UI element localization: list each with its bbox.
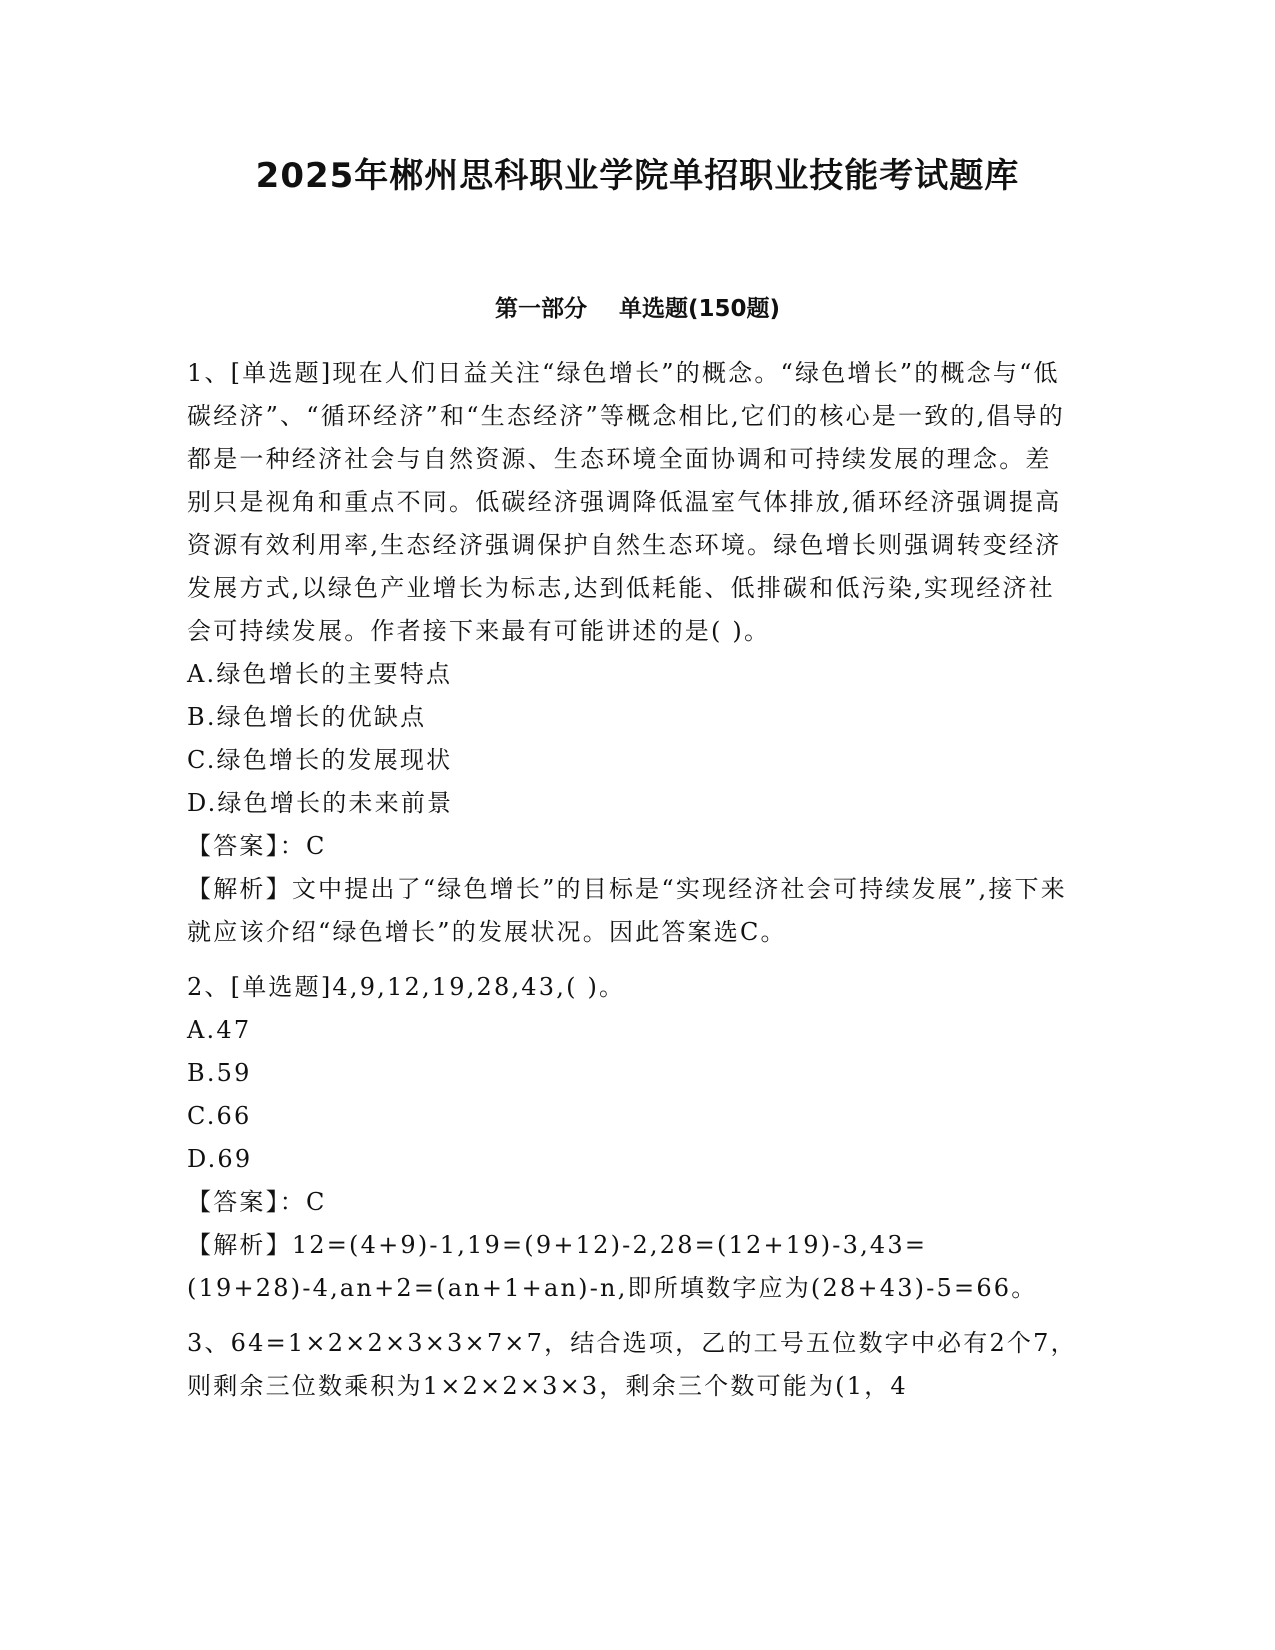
question-3 [187, 1322, 1077, 1408]
explanation-line [187, 868, 1077, 954]
answer-label: 【答案】： [187, 832, 306, 860]
explanation-line [187, 1224, 1077, 1310]
question-type-tag: [单选题] [230, 359, 333, 387]
section-name: 单选题(150题) [618, 296, 781, 322]
question-stem [187, 1322, 1077, 1408]
explanation-text: 文中提出了“绿色增长”的目标是“实现经济社会可持续发展”,接下来就应该介绍“绿色增长”的发展状况。因此答案选C。 [187, 875, 1067, 946]
explanation-label: 【解析】 [187, 875, 292, 903]
option-d: D.绿色增长的未来前景 [187, 789, 454, 817]
question-list [187, 352, 1077, 1420]
option-b: B.59 [187, 1059, 252, 1087]
option-d: D.69 [187, 1145, 253, 1173]
question-text: 64=1×2×2×3×3×7×7，结合选项，乙的工号五位数字中必有2个7，则剩余三位数乘积为1×2×2×3×3，剩余三个数可能为(1，4 [187, 1329, 1077, 1400]
question-2 [187, 966, 1077, 1310]
question-1 [187, 352, 1077, 954]
option-c: C.绿色增长的发展现状 [187, 746, 453, 774]
question-text: 现在人们日益关注“绿色增长”的概念。“绿色增长”的概念与“低碳经济”、“循环经济”和“生态经济”等概念相比,它们的核心是一致的,倡导的都是一种经济社会与自然资源、生态环境全面协调和可持续发展的理念。差别只是视角和重点不同。低碳经济强调降低温室气体排放,循环经济强调提高资源有效利用率,生态经济强调保护自然生态环境。绿色增长则强调转变经济发展方式,以绿色产业增长为标志,达到低耗能、低排碳和低污染,实现经济社会可持续发展。作者接下来最有可能讲述的是( )。 [187, 359, 1066, 645]
answer-line [187, 825, 1077, 868]
question-stem [187, 352, 1077, 653]
answer-label: 【答案】： [187, 1188, 306, 1216]
answer-value: C [306, 1188, 327, 1216]
section-part: 第一部分 [494, 296, 587, 322]
option-b: B.绿色增长的优缺点 [187, 703, 427, 731]
explanation-label: 【解析】 [187, 1231, 292, 1259]
option-c: C.66 [187, 1102, 252, 1130]
document-title: 2025年郴州思科职业学院单招职业技能考试题库 [255, 156, 1020, 196]
question-number: 1、 [187, 359, 231, 387]
option-a: A.绿色增长的主要特点 [187, 660, 453, 688]
option-a: A.47 [187, 1016, 252, 1044]
question-type-tag: [单选题] [230, 973, 333, 1001]
section-heading [0, 290, 1275, 323]
question-number: 3、 [187, 1329, 231, 1357]
explanation-text: 12=(4+9)-1,19=(9+12)-2,28=(12+19)-3,43=(19+28)-4,an+2=(an+1+an)-n,即所填数字应为(28+43)-5=66。 [187, 1231, 1038, 1302]
answer-line [187, 1181, 1077, 1224]
question-text: 4,9,12,19,28,43,( )。 [332, 973, 626, 1001]
question-stem [187, 966, 1077, 1009]
question-number: 2、 [187, 973, 231, 1001]
answer-value: C [306, 832, 327, 860]
